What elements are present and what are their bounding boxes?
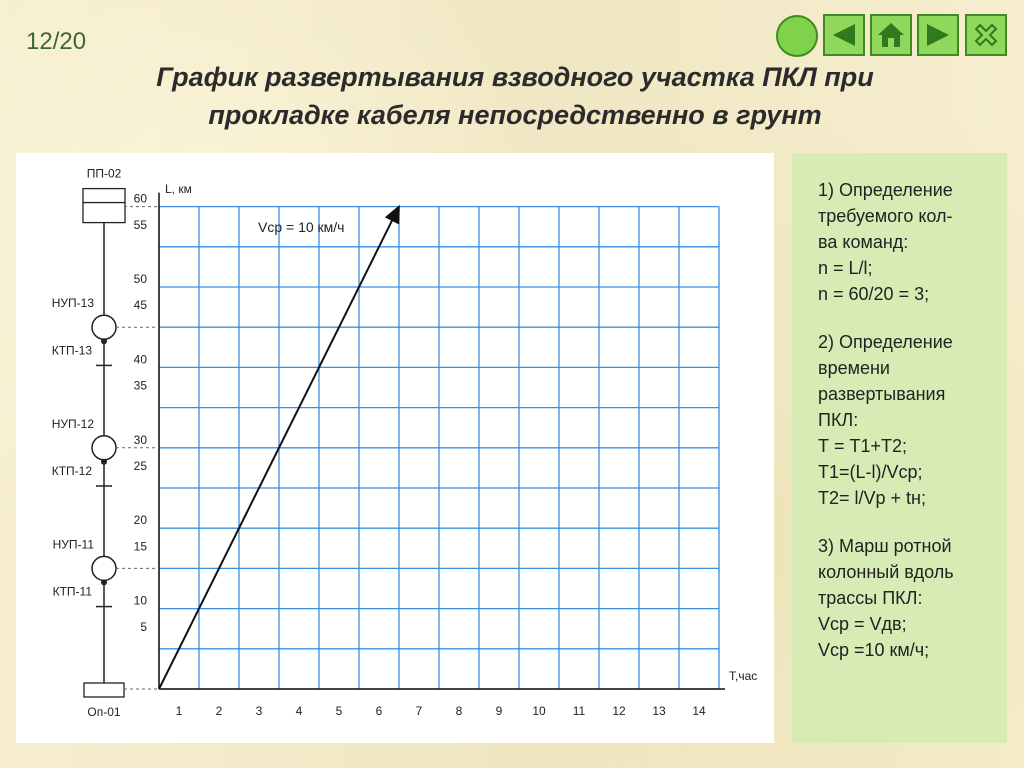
deployment-chart xyxy=(16,153,774,743)
y-tick-label: 15 xyxy=(133,539,147,554)
info-line: n = L/l; xyxy=(818,258,873,278)
y-tick-label: 35 xyxy=(133,378,147,393)
y-tick-label: 20 xyxy=(133,513,147,528)
info-line: Т2= l/Vр + tн; xyxy=(818,488,926,508)
nup-circle xyxy=(92,556,116,580)
info-block-1 xyxy=(818,177,997,307)
title-line-2: прокладке кабеля непосредственно в грунт xyxy=(208,100,822,130)
info-line: времени xyxy=(818,358,890,378)
station-label: КТП-11 xyxy=(52,584,92,599)
info-line: Vср =10 км/ч; xyxy=(818,640,930,660)
chart-panel xyxy=(16,153,774,743)
close-icon xyxy=(971,20,1001,50)
nup-dot xyxy=(101,459,107,465)
x-tick-label: 1 xyxy=(175,704,183,718)
info-line: 2) Определение xyxy=(818,332,953,352)
x-tick-label: 14 xyxy=(692,704,706,718)
home-icon xyxy=(876,20,906,50)
x-tick-label: 2 xyxy=(215,704,223,718)
arrow-left-icon xyxy=(829,20,859,50)
x-tick-label: 7 xyxy=(415,704,423,718)
terminal-box xyxy=(83,189,125,203)
nup-dot xyxy=(101,338,107,344)
info-line: 3) Марш ротной xyxy=(818,536,952,556)
y-tick-label: 30 xyxy=(133,432,147,447)
info-line: n = 60/20 = 3; xyxy=(818,284,930,304)
nup-circle xyxy=(92,436,116,460)
nav-forward-button[interactable] xyxy=(917,14,959,56)
info-line: требуемого кол- xyxy=(818,206,953,226)
x-tick-label: 4 xyxy=(295,704,303,718)
info-line: Т1=(L-l)/Vср; xyxy=(818,462,923,482)
x-tick-label: 6 xyxy=(375,704,383,718)
station-label: Оп-01 xyxy=(87,705,121,719)
info-block-3 xyxy=(818,533,997,663)
info-line: трассы ПКЛ: xyxy=(818,588,923,608)
station-label: НУП-13 xyxy=(51,296,94,311)
info-block-2 xyxy=(818,329,997,511)
info-line: колонный вдоль xyxy=(818,562,954,582)
x-tick-label: 3 xyxy=(255,704,263,718)
info-line: 1) Определение xyxy=(818,180,953,200)
y-axis-label: L, км xyxy=(165,182,192,196)
nav-close-button[interactable] xyxy=(965,14,1007,56)
x-tick-label: 11 xyxy=(572,704,586,718)
y-tick-label: 60 xyxy=(133,191,147,206)
arrow-right-icon xyxy=(923,20,953,50)
x-tick-label: 13 xyxy=(652,704,666,718)
station-label: ПП-02 xyxy=(86,166,122,181)
x-tick-label: 5 xyxy=(335,704,343,718)
x-tick-label: 9 xyxy=(495,704,503,718)
circle-icon xyxy=(776,15,818,57)
nav-back-button[interactable] xyxy=(823,14,865,56)
slide-counter: 12/20 xyxy=(26,28,87,55)
y-tick-label: 50 xyxy=(133,272,147,286)
x-tick-label: 10 xyxy=(532,704,546,718)
info-panel xyxy=(792,153,1007,743)
nup-dot xyxy=(101,579,107,585)
station-label: НУП-12 xyxy=(51,416,94,431)
nav-home-button[interactable] xyxy=(870,14,912,56)
info-line: Т = Т1+Т2; xyxy=(818,436,908,456)
info-line: ва команд: xyxy=(818,232,909,252)
station-label: КТП-12 xyxy=(51,464,92,478)
x-tick-label: 8 xyxy=(455,704,463,718)
y-tick-label: 40 xyxy=(133,352,147,367)
y-tick-label: 45 xyxy=(133,298,147,313)
x-axis-label: Т,час xyxy=(729,669,758,683)
terminal-box xyxy=(84,683,124,697)
info-line: развертывания xyxy=(818,384,946,404)
x-tick-label: 12 xyxy=(612,704,626,718)
title-line-1: График развертывания взводного участка ПКЛ при xyxy=(156,62,874,92)
y-tick-label: 5 xyxy=(140,619,147,634)
info-line: ПКЛ: xyxy=(818,410,859,430)
station-label: КТП-13 xyxy=(51,343,92,358)
y-tick-label: 55 xyxy=(133,217,147,232)
station-label: НУП-11 xyxy=(52,537,94,552)
y-tick-label: 10 xyxy=(133,593,147,608)
y-tick-label: 25 xyxy=(133,459,147,473)
info-line: Vср = Vдв; xyxy=(818,614,907,634)
nav-status-button[interactable] xyxy=(776,14,818,56)
slide-title xyxy=(100,58,930,134)
terminal-box xyxy=(83,203,125,223)
nup-circle xyxy=(92,315,116,339)
speed-annotation: Vср = 10 км/ч xyxy=(258,219,345,235)
